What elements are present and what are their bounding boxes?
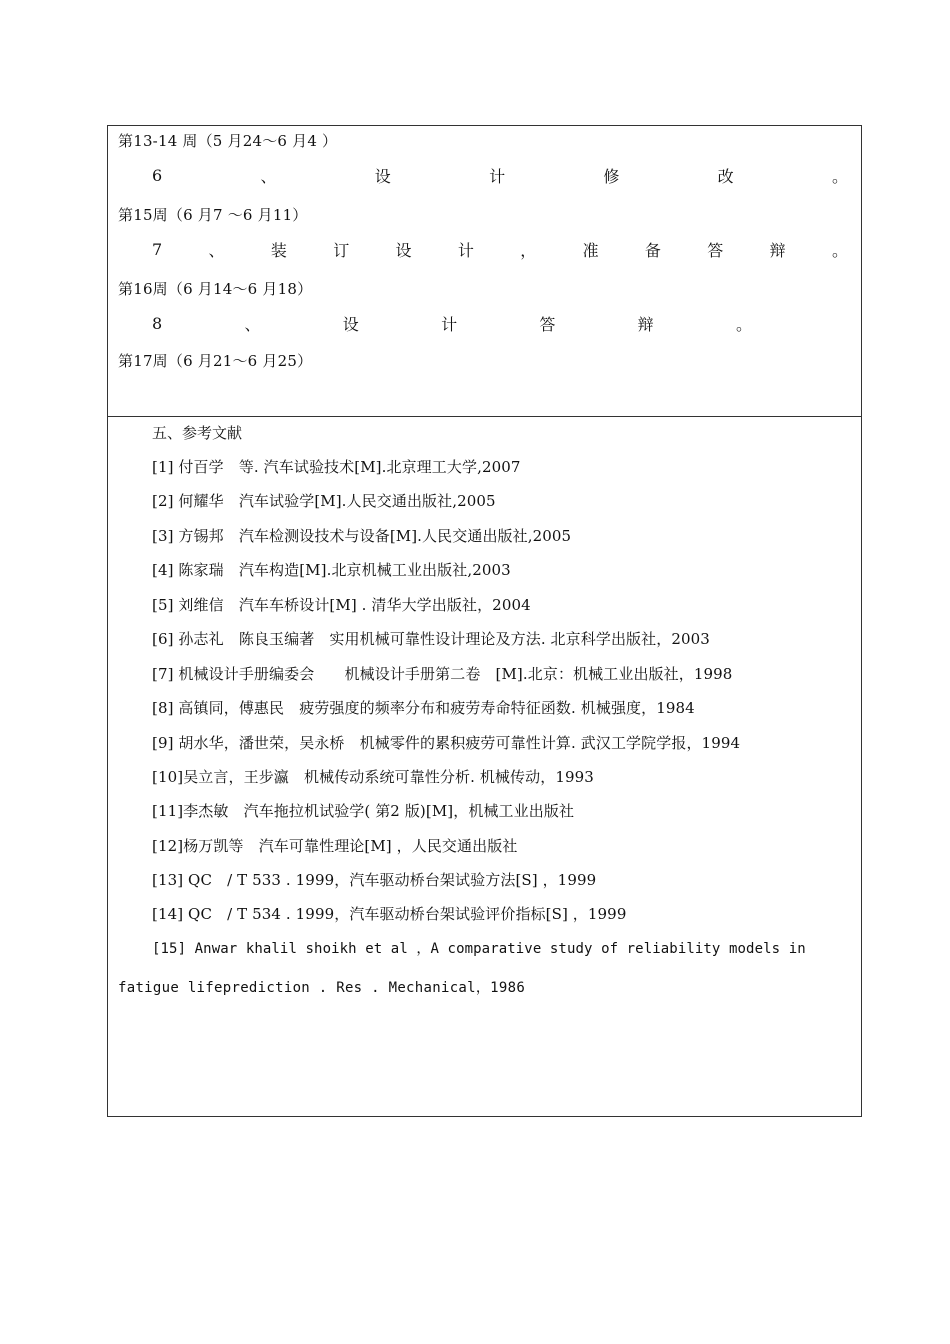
references-cell xyxy=(108,417,861,1116)
week-15-label: 第15周（6 月7 ～6 月11） xyxy=(118,206,308,224)
task-6-char: 计 xyxy=(489,167,506,186)
reference-item: [6] 孙志礼 陈良玉编著 实用机械可靠性设计理论及方法. 北京科学出版社，2003 xyxy=(152,630,710,648)
task-7-char: 7 xyxy=(152,240,163,259)
week-17-label: 第17周（6 月21～6 月25） xyxy=(118,352,313,370)
task-8-char: 8 xyxy=(152,314,163,333)
task-8-char: 设 xyxy=(342,315,359,334)
reference-item: [2] 何耀华 汽车试验学[M].人民交通出版社,2005 xyxy=(152,492,496,510)
task-7-char: 设 xyxy=(395,241,412,260)
schedule-cell xyxy=(108,126,861,417)
task-7-row xyxy=(152,238,848,261)
task-7-char: 、 xyxy=(208,241,225,260)
reference-item-15-line2: fatigue lifeprediction . Res . Mechanical，1986 xyxy=(118,980,526,996)
task-8-char: 。 xyxy=(735,315,752,334)
reference-item: [10]吴立言，王步瀛 机械传动系统可靠性分析. 机械传动，1993 xyxy=(152,768,594,786)
form-table xyxy=(107,125,862,1117)
task-6-char: 。 xyxy=(831,167,848,186)
reference-item: [8] 高镇同，傅惠民 疲劳强度的频率分布和疲劳寿命特征函数. 机械强度，1984 xyxy=(152,699,695,717)
reference-item: [9] 胡水华，潘世荣，吴永桥 机械零件的累积疲劳可靠性计算. 武汉工学院学报，1994 xyxy=(152,734,741,752)
task-7-char: 计 xyxy=(457,241,474,260)
reference-item: [1] 付百学 等. 汽车试验技术[M].北京理工大学,2007 xyxy=(152,458,521,476)
week-13-14-label: 第13-14 周（5 月24～6 月4 ） xyxy=(118,132,338,150)
task-7-char: 辩 xyxy=(769,241,786,260)
task-8-char: 辩 xyxy=(637,315,654,334)
task-7-char: 答 xyxy=(707,241,724,260)
task-7-char: 订 xyxy=(333,241,350,260)
task-7-char: 准 xyxy=(582,241,599,260)
task-7-char: 备 xyxy=(644,241,661,260)
task-6-char: 6 xyxy=(152,166,163,185)
task-6-char: 修 xyxy=(603,167,620,186)
task-8-char: 答 xyxy=(539,315,556,334)
task-6-row xyxy=(152,164,848,187)
reference-item: [7] 机械设计手册编委会 机械设计手册第二卷 [M].北京：机械工业出版社，1998 xyxy=(152,665,733,683)
references-heading: 五、参考文献 xyxy=(152,424,243,442)
reference-item-15-line1: [15] Anwar khalil shoikh et al ，A comparative study of reliability models in xyxy=(152,941,806,957)
task-8-row xyxy=(152,312,752,335)
task-6-char: 设 xyxy=(374,167,391,186)
task-7-char: 。 xyxy=(831,241,848,260)
reference-item: [11]李杰敏 汽车拖拉机试验学( 第2 版)[M]，机械工业出版社 xyxy=(152,802,575,820)
reference-item: [3] 方锡邦 汽车检测设技术与设备[M].人民交通出版社,2005 xyxy=(152,527,572,545)
reference-item: [4] 陈家瑞 汽车构造[M].北京机械工业出版社,2003 xyxy=(152,561,511,579)
reference-item: [14] QC / T 534 . 1999，汽车驱动桥台架试验评价指标[S] ，1999 xyxy=(152,905,627,923)
task-6-char: 、 xyxy=(260,167,277,186)
task-8-char: 、 xyxy=(244,315,261,334)
reference-item: [5] 刘维信 汽车车桥设计[M] . 清华大学出版社，2004 xyxy=(152,596,531,614)
task-7-char: 装 xyxy=(270,241,287,260)
task-6-char: 改 xyxy=(717,167,734,186)
task-7-char: ， xyxy=(520,241,537,260)
task-8-char: 计 xyxy=(441,315,458,334)
reference-item: [13] QC / T 533 . 1999，汽车驱动桥台架试验方法[S] ，1999 xyxy=(152,871,597,889)
week-16-label: 第16周（6 月14～6 月18） xyxy=(118,280,313,298)
reference-item: [12]杨万凯等 汽车可靠性理论[M] ，人民交通出版社 xyxy=(152,837,518,855)
